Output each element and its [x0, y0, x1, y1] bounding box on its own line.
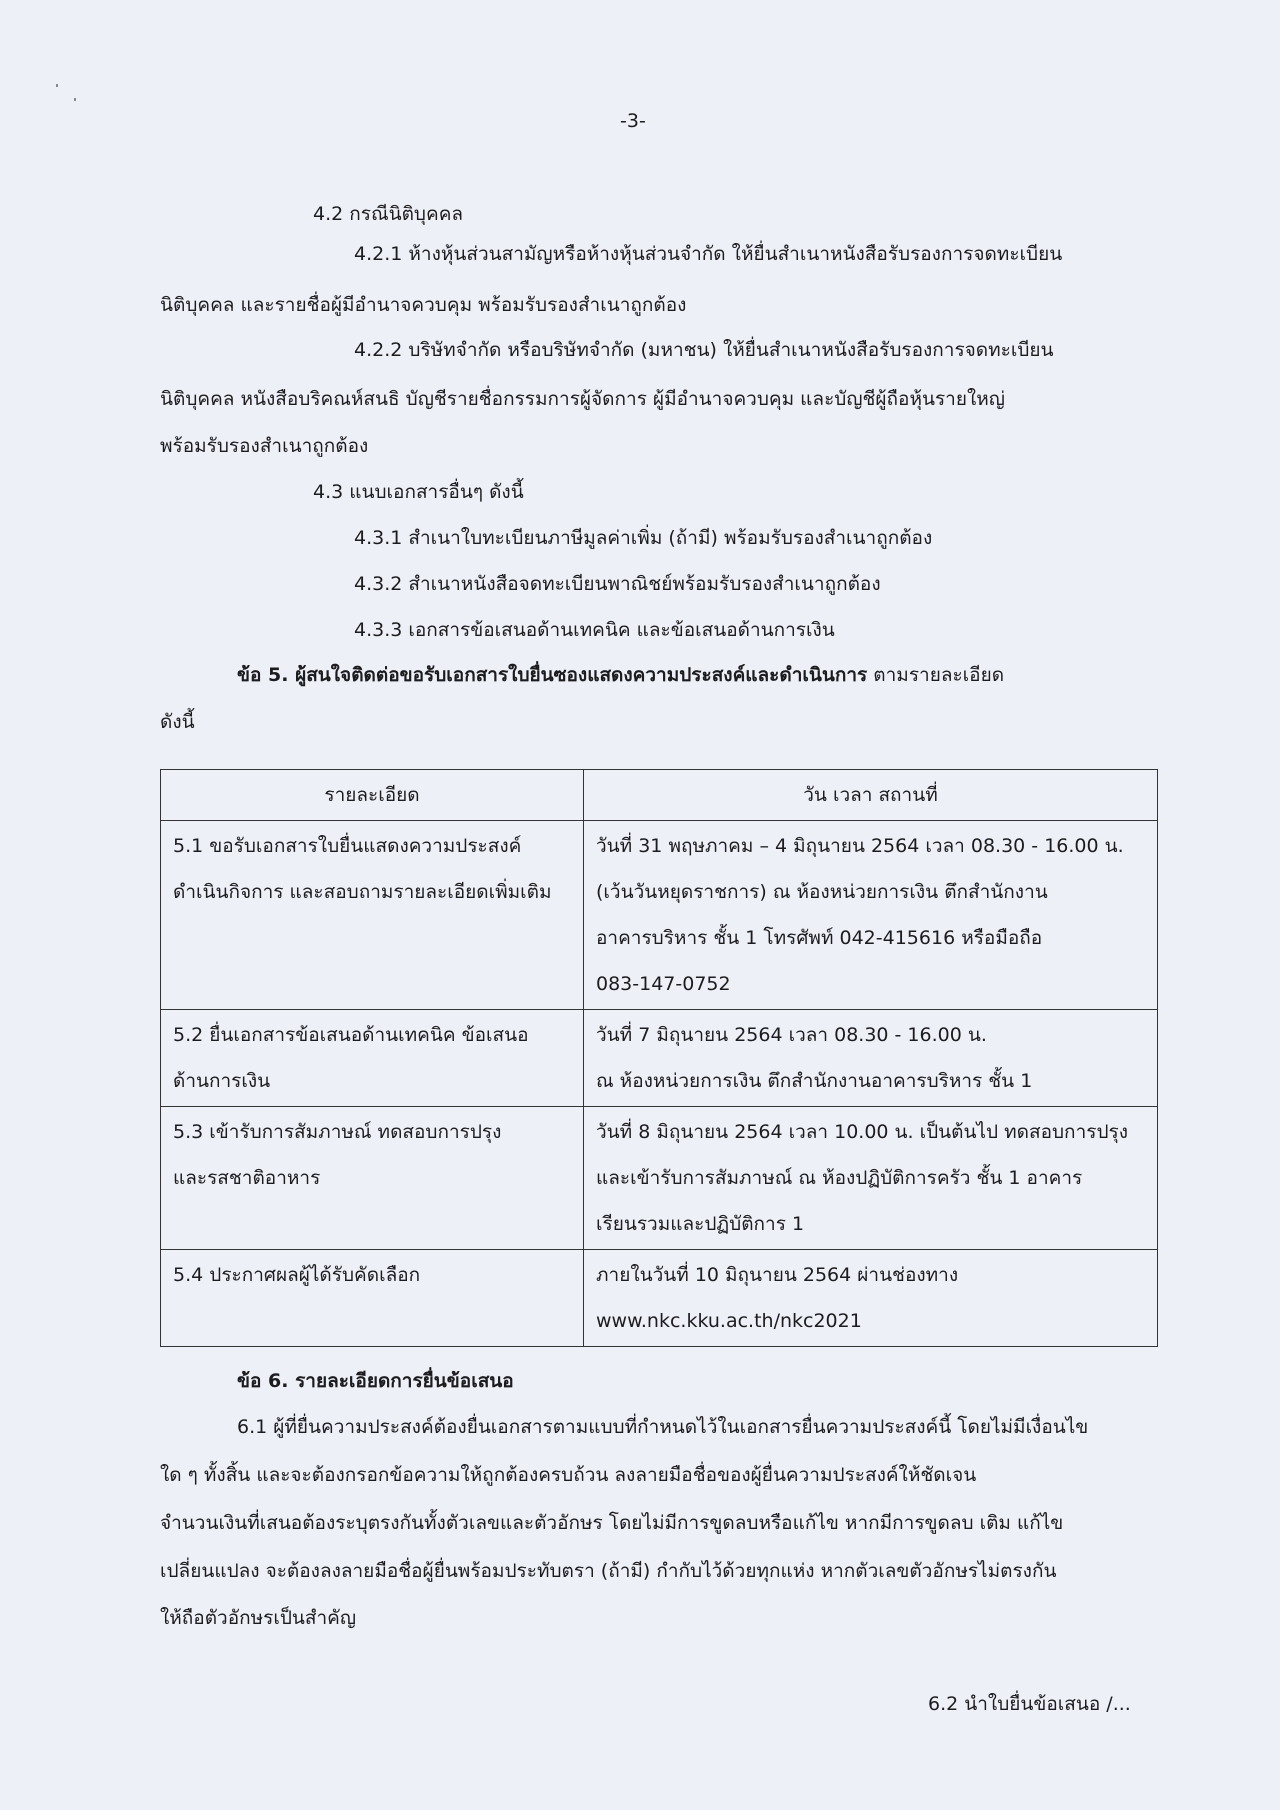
row-5-3-when: [584, 1107, 1158, 1250]
cell-line: วันที่ 8 มิถุนายน 2564 เวลา 10.00 น. เป็นต้นไป ทดสอบการปรุง: [596, 1121, 1128, 1143]
table-row: [161, 821, 1158, 1010]
cell-line: ภายในวันที่ 10 มิถุนายน 2564 ผ่านช่องทาง: [596, 1264, 959, 1286]
cell-line: และเข้ารับการสัมภาษณ์ ณ ห้องปฏิบัติการครัว ชั้น 1 อาคาร: [596, 1167, 1083, 1189]
para-6-1-line5: ให้ถือตัวอักษรเป็นสำคัญ: [160, 1607, 357, 1629]
table-row: [161, 1250, 1158, 1347]
scan-speck: [74, 98, 76, 101]
cell-line: อาคารบริหาร ชั้น 1 โทรศัพท์ 042-415616 หรือมือถือ: [596, 927, 1043, 949]
section-4-3-heading: 4.3 แนบเอกสารอื่นๆ ดังนี้: [313, 481, 524, 503]
cell-line: เรียนรวมและปฏิบัติการ 1: [596, 1213, 805, 1235]
cell-line: ณ ห้องหน่วยการเงิน ตึกสำนักงานอาคารบริหาร ชั้น 1: [596, 1070, 1033, 1092]
cell-line: ด้านการเงิน: [173, 1070, 271, 1092]
cell-line: 5.2 ยื่นเอกสารข้อเสนอด้านเทคนิค ข้อเสนอ: [173, 1024, 529, 1046]
cell-line: 5.1 ขอรับเอกสารใบยื่นแสดงความประสงค์: [173, 835, 522, 857]
para-6-1-line2: ใด ๆ ทั้งสิ้น และจะต้องกรอกข้อความให้ถูกต้องครบถ้วน ลงลายมือชื่อของผู้ยื่นความประสงค์ให้ชัดเจน: [160, 1464, 977, 1486]
cell-line: 5.4 ประกาศผลผู้ได้รับคัดเลือก: [173, 1264, 421, 1286]
schedule-table: [160, 769, 1158, 1347]
scan-speck: [56, 84, 58, 87]
table-header-row: [161, 770, 1158, 821]
item-4-2-2-line1: 4.2.2 บริษัทจำกัด หรือบริษัทจำกัด (มหาชน) ให้ยื่นสำเนาหนังสือรับรองการจดทะเบียน: [354, 339, 1054, 361]
item-4-2-2-line3: พร้อมรับรองสำเนาถูกต้อง: [160, 435, 369, 457]
table-row: [161, 1010, 1158, 1107]
para-6-1-line1: 6.1 ผู้ที่ยื่นความประสงค์ต้องยื่นเอกสารตามแบบที่กำหนดไว้ในเอกสารยื่นความประสงค์นี้ โดยไม่มีเงื่อนไข: [237, 1416, 1089, 1438]
row-5-1-detail: [161, 821, 584, 1010]
cell-line: วันที่ 31 พฤษภาคม – 4 มิถุนายน 2564 เวลา 08.30 - 16.00 น.: [596, 835, 1124, 857]
cell-line: (เว้นวันหยุดราชการ) ณ ห้องหน่วยการเงิน ตึกสำนักงาน: [596, 881, 1048, 903]
row-5-4-detail: [161, 1250, 584, 1347]
cell-line: วันที่ 7 มิถุนายน 2564 เวลา 08.30 - 16.00 น.: [596, 1024, 987, 1046]
header-when: วัน เวลา สถานที่: [584, 770, 1158, 821]
row-5-2-when: [584, 1010, 1158, 1107]
cell-line: และรสชาติอาหาร: [173, 1167, 321, 1189]
item-4-3-3: 4.3.3 เอกสารข้อเสนอด้านเทคนิค และข้อเสนอด้านการเงิน: [354, 619, 835, 641]
row-5-4-when: [584, 1250, 1158, 1347]
para-6-1-line3: จำนวนเงินที่เสนอต้องระบุตรงกันทั้งตัวเลขและตัวอักษร โดยไม่มีการขูดลบหรือแก้ไข หากมีการขูดลบ เติม แก้ไข: [160, 1512, 1064, 1534]
item-4-3-2: 4.3.2 สำเนาหนังสือจดทะเบียนพาณิชย์พร้อมรับรองสำเนาถูกต้อง: [354, 573, 881, 595]
cell-line: 5.3 เข้ารับการสัมภาษณ์ ทดสอบการปรุง: [173, 1121, 502, 1143]
item-4-2-1-line1: 4.2.1 ห้างหุ้นส่วนสามัญหรือห้างหุ้นส่วนจำกัด ให้ยื่นสำเนาหนังสือรับรองการจดทะเบียน: [354, 243, 1063, 265]
section-6-heading: ข้อ 6. รายละเอียดการยื่นข้อเสนอ: [237, 1370, 514, 1392]
item-4-3-1: 4.3.1 สำเนาใบทะเบียนภาษีมูลค่าเพิ่ม (ถ้ามี) พร้อมรับรองสำเนาถูกต้อง: [354, 527, 933, 549]
table-row: [161, 1107, 1158, 1250]
section-5-heading-line2: ดังนี้: [160, 711, 195, 733]
cell-line: www.nkc.kku.ac.th/nkc2021: [596, 1310, 862, 1332]
page-number: -3-: [620, 110, 646, 132]
section-5-heading-rest: ตามรายละเอียด: [867, 664, 1005, 686]
cell-line: 083-147-0752: [596, 973, 731, 995]
row-5-1-when: [584, 821, 1158, 1010]
header-detail: รายละเอียด: [161, 770, 584, 821]
section-4-2-heading: 4.2 กรณีนิติบุคคล: [313, 203, 464, 225]
row-5-3-detail: [161, 1107, 584, 1250]
section-5-heading: [237, 661, 1004, 689]
item-4-2-2-line2: นิติบุคคล หนังสือบริคณห์สนธิ บัญชีรายชื่อกรรมการผู้จัดการ ผู้มีอำนาจควบคุม และบัญชีผู้ถือหุ้นรายใหญ่: [160, 388, 1005, 410]
item-4-2-1-line2: นิติบุคคล และรายชื่อผู้มีอำนาจควบคุม พร้อมรับรองสำเนาถูกต้อง: [160, 294, 687, 316]
para-6-1-line4: เปลี่ยนแปลง จะต้องลงลายมือชื่อผู้ยื่นพร้อมประทับตรา (ถ้ามี) กำกับไว้ด้วยทุกแห่ง หากตัวเลขตัวอักษรไม่ตรงกัน: [160, 1560, 1057, 1582]
continuation-note: 6.2 นำใบยื่นข้อเสนอ /...: [928, 1693, 1131, 1715]
row-5-2-detail: [161, 1010, 584, 1107]
cell-line: ดำเนินกิจการ และสอบถามรายละเอียดเพิ่มเติม: [173, 881, 552, 903]
section-5-heading-bold: ข้อ 5. ผู้สนใจติดต่อขอรับเอกสารใบยื่นซองแสดงความประสงค์และดำเนินการ: [237, 664, 868, 686]
